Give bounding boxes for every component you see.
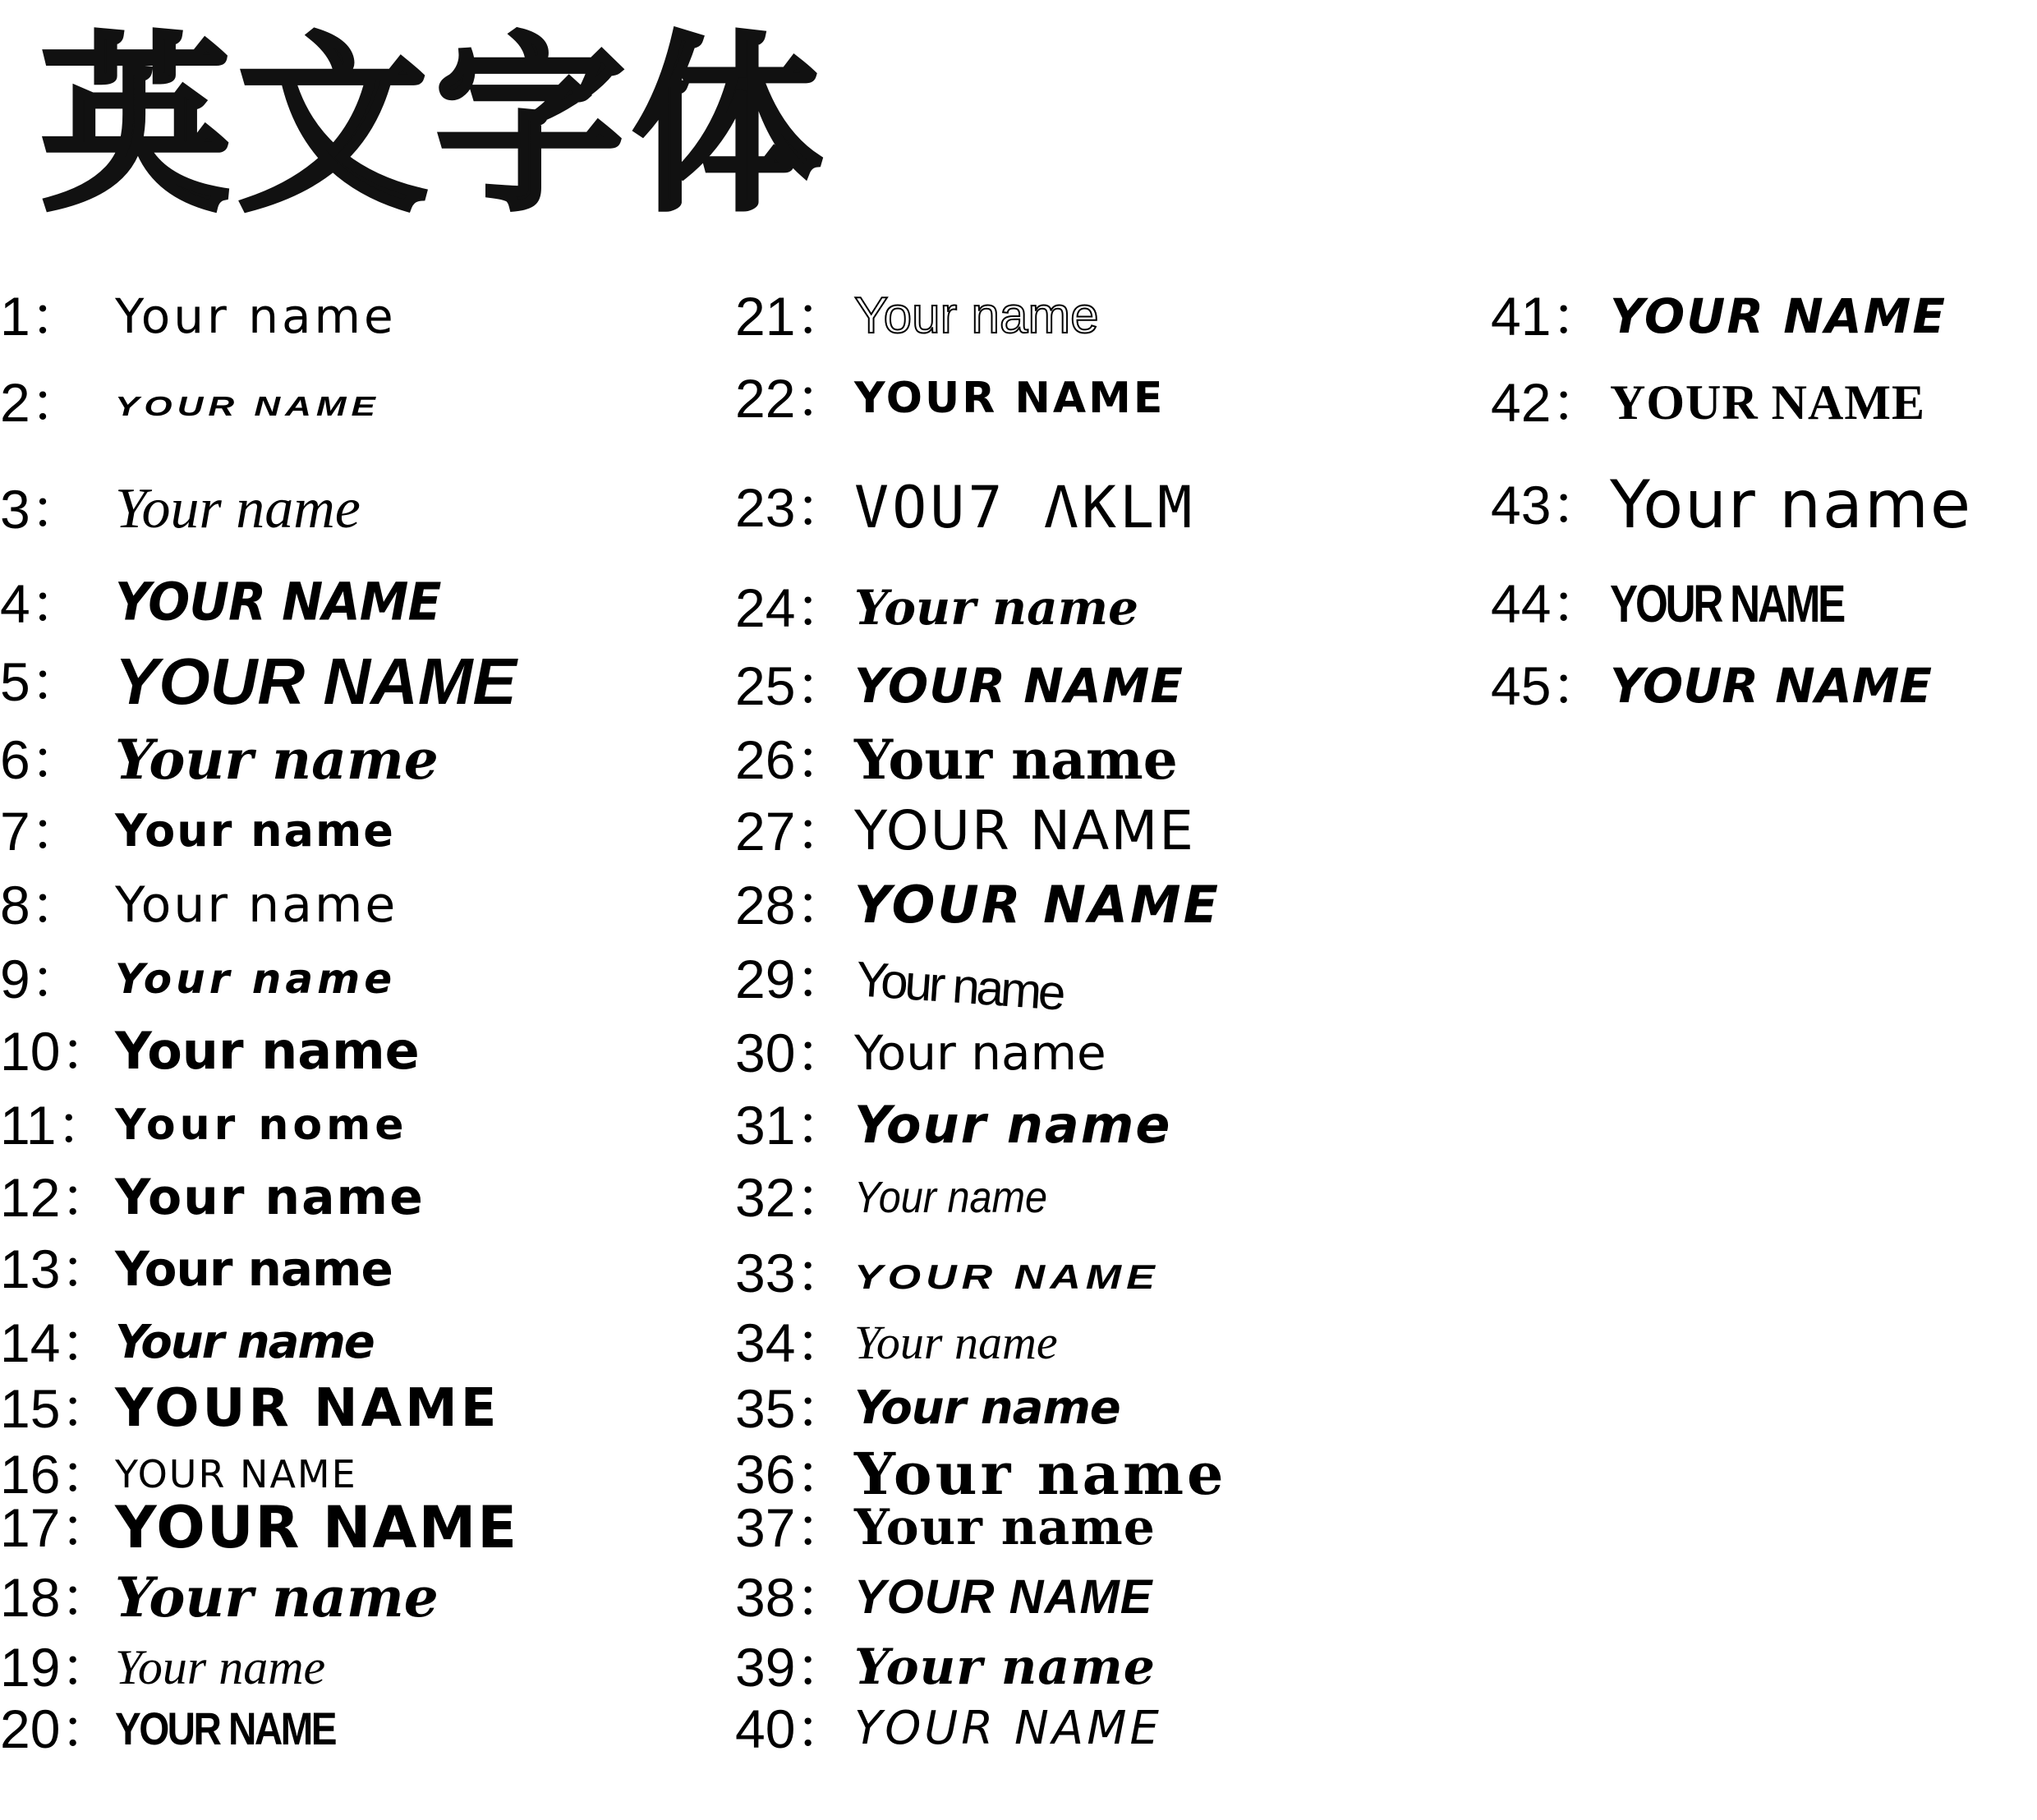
font-number: 24： [735, 577, 850, 638]
font-number: 25： [735, 655, 850, 716]
font-number: 14： [0, 1312, 115, 1373]
font-sample-text: Your name [115, 805, 395, 857]
font-number: 44： [1491, 573, 1606, 634]
font-number: 43： [1491, 475, 1606, 535]
font-sample-text: Your name [853, 951, 1064, 1021]
font-sample-text: YOUR NAME [115, 645, 517, 718]
font-number: 19： [0, 1637, 115, 1698]
font-sample-text: Your name [115, 728, 439, 792]
font-number: 6： [0, 729, 85, 790]
font-number: 30： [735, 1023, 850, 1083]
font-number: 39： [735, 1637, 850, 1698]
font-sample-text: Your name [854, 1095, 1172, 1155]
font-number: 8： [0, 875, 85, 935]
font-sample-text: Your name [854, 580, 1138, 636]
font-sample-text: Your name [854, 287, 1099, 344]
font-number: 35： [735, 1378, 850, 1439]
font-sample-text: YOUR NAME [854, 374, 1166, 423]
font-number: 18： [0, 1567, 115, 1628]
font-number: 13： [0, 1239, 115, 1299]
font-number: 21： [735, 286, 850, 347]
font-number: 40： [735, 1698, 850, 1759]
font-number: 22： [735, 368, 850, 429]
font-number: 10： [0, 1021, 115, 1082]
font-sample-text: Your name [115, 1316, 374, 1369]
font-sample-text: YOUR NAME [1610, 574, 1844, 633]
font-sample-text: Your name [854, 1025, 1106, 1081]
font-number: 3： [0, 479, 85, 540]
font-sample-text: Your name [854, 1499, 1156, 1556]
font-sample-text: Your name [115, 1169, 425, 1226]
font-sample-text: YOUR NAME [115, 1378, 500, 1439]
font-sample-text: Your name [115, 1021, 420, 1081]
font-number: 12： [0, 1167, 115, 1228]
font-sample-text: YOUR NAME [854, 658, 1184, 714]
font-sample-text: Your name [854, 1638, 1156, 1696]
font-number: 9： [0, 949, 85, 1009]
font-number: 45： [1491, 655, 1606, 716]
font-number: 31： [735, 1095, 850, 1156]
font-sample-text: YOUR NAME [854, 1258, 1160, 1297]
font-sample-text: Your name [854, 728, 1178, 792]
font-sample-text: Your nome [115, 1101, 408, 1150]
font-sample-text: YOUR NAME [854, 1702, 1162, 1755]
font-number: 20： [0, 1698, 115, 1759]
font-number: 34： [735, 1312, 850, 1373]
font-number: 32： [735, 1167, 850, 1228]
font-number: 2： [0, 372, 85, 433]
font-number: 37： [735, 1497, 850, 1558]
font-sample-text: Your name [115, 1640, 326, 1694]
font-sample-text: Your name [1610, 466, 1973, 543]
font-sample-text: Your name [115, 288, 397, 344]
font-number: 29： [735, 949, 850, 1009]
font-number: 28： [735, 875, 850, 935]
font-number: 23： [735, 477, 850, 538]
font-sample-text: YOUR NAME [1610, 375, 1925, 430]
font-sample-text: VOU7 ΛKLM [854, 474, 1196, 541]
font-sample-text: YOUR NAME [854, 1570, 1153, 1624]
page-title: 英文字体 [41, 17, 830, 237]
font-sample-text: Your name [115, 876, 398, 934]
font-sample-text: Your name [115, 477, 361, 540]
font-number: 38： [735, 1567, 850, 1628]
font-sample-text: YOUR NAME [854, 799, 1195, 862]
font-sample-text: Your name [854, 1173, 1048, 1222]
font-sample-text: Your name [854, 1316, 1058, 1369]
font-number: 11： [0, 1095, 111, 1156]
font-number: 4： [0, 573, 85, 634]
font-number: 42： [1491, 372, 1606, 433]
font-sample-text: Your name [115, 1241, 393, 1297]
font-number: 5： [0, 651, 85, 712]
font-number: 26： [735, 729, 850, 790]
font-number: 36： [735, 1444, 850, 1505]
font-sample-text: Your name [854, 1381, 1120, 1435]
font-sample-text: YOUR NAME [115, 1452, 357, 1496]
font-sample-text: YOUR NAME [115, 391, 380, 422]
font-sample-text: YOUR NAME [115, 1703, 335, 1754]
font-sample-text: Your name [115, 1565, 439, 1629]
font-sample-text: YOUR NAME [115, 572, 441, 633]
font-number: 15： [0, 1378, 115, 1439]
font-number: 16： [0, 1444, 115, 1505]
font-number: 41： [1491, 286, 1606, 347]
font-sample-text: YOUR NAME [1610, 658, 1932, 714]
font-number: 7： [0, 801, 85, 862]
font-sample-text: YOUR NAME [115, 1494, 519, 1561]
font-sample-text: Your name [115, 955, 397, 1003]
font-sample-text: Your name [854, 1440, 1227, 1508]
font-number: 1： [0, 286, 85, 347]
font-sample-text: YOUR NAME [854, 875, 1221, 935]
font-number: 33： [735, 1243, 850, 1303]
font-number: 17： [0, 1497, 115, 1558]
font-sample-text: YOUR NAME [1610, 288, 1947, 344]
font-number: 27： [735, 801, 850, 862]
